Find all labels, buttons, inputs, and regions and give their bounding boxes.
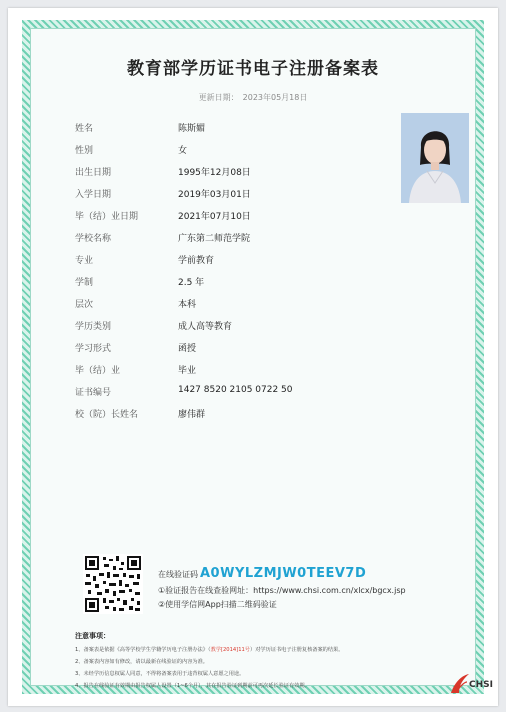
field-value: 2021年07月10日 bbox=[178, 212, 251, 222]
field-row bbox=[75, 209, 405, 223]
update-date-value: 2023年05月18日 bbox=[242, 93, 308, 102]
field-label: 学习形式 bbox=[75, 344, 112, 354]
field-row bbox=[75, 231, 405, 245]
document-title: 教育部学历证书电子注册备案表 bbox=[127, 59, 379, 79]
decorative-border bbox=[22, 20, 493, 694]
field-row bbox=[75, 385, 405, 399]
field-label: 性别 bbox=[75, 146, 94, 156]
field-label: 层次 bbox=[75, 300, 94, 310]
note-text: ）对学历证书电子注册复核备案的结果。 bbox=[250, 647, 344, 653]
field-value: 2019年03月01日 bbox=[178, 190, 251, 200]
field-row bbox=[75, 319, 405, 333]
field-value: 学前教育 bbox=[178, 256, 215, 266]
document-page bbox=[8, 8, 498, 706]
field-label: 姓名 bbox=[75, 124, 94, 134]
field-value: 2.5 年 bbox=[178, 278, 205, 288]
field-value: 本科 bbox=[178, 300, 197, 310]
note-text: 1、备案表是依据《高等学校学生学籍学历电子注册办法》（ bbox=[75, 647, 211, 653]
field-row bbox=[75, 165, 405, 179]
field-row bbox=[75, 143, 405, 157]
field-value: 1995年12月08日 bbox=[178, 168, 251, 178]
field-label: 毕（结）业日期 bbox=[75, 212, 139, 222]
note-item bbox=[75, 646, 343, 653]
field-row bbox=[75, 253, 405, 267]
field-value: 1427 8520 2105 0722 50 bbox=[178, 385, 293, 395]
note-link[interactable]: 教学[2014]11号 bbox=[210, 647, 250, 653]
field-value: 成人高等教育 bbox=[178, 322, 233, 332]
field-value: 廖伟群 bbox=[178, 410, 206, 420]
update-date-label: 更新日期： bbox=[198, 93, 239, 102]
field-label: 学校名称 bbox=[75, 234, 112, 244]
field-label: 学制 bbox=[75, 278, 94, 288]
field-label: 毕（结）业 bbox=[75, 366, 121, 376]
note-text: 2、备案表内容如有修改，请以最新在线验证的内容为准。 bbox=[75, 659, 208, 665]
notes-heading: 注意事项： bbox=[75, 632, 110, 640]
update-date bbox=[31, 92, 475, 103]
note-item bbox=[75, 682, 310, 689]
field-label: 证书编号 bbox=[75, 388, 112, 398]
student-photo bbox=[401, 113, 469, 203]
document-body bbox=[30, 28, 493, 690]
field-label: 专业 bbox=[75, 256, 94, 266]
note-text: 4、报告在线验证有效期由报告权属人设置（1~6个月），其在报告验证到期前可再次延长验证有效期。 bbox=[75, 683, 310, 689]
note-item bbox=[75, 658, 208, 665]
note-item bbox=[75, 670, 244, 677]
field-row bbox=[75, 341, 405, 355]
note-text: 3、未经学历信息权属人同意，不得将备案表用于违背权属人意愿之用途。 bbox=[75, 671, 245, 677]
field-row bbox=[75, 187, 405, 201]
field-value: 广东第二师范学院 bbox=[178, 234, 251, 244]
field-label: 入学日期 bbox=[75, 190, 112, 200]
field-row bbox=[75, 297, 405, 311]
field-label: 校（院）长姓名 bbox=[75, 410, 139, 420]
field-row bbox=[75, 407, 405, 421]
verify-url-instruction: ①验证报告在线查验网址：https://www.chsi.com.cn/xlcx/bgcx.jsp bbox=[158, 586, 406, 595]
field-row bbox=[75, 275, 405, 289]
field-row bbox=[75, 121, 405, 135]
online-verification bbox=[158, 566, 366, 581]
field-value: 陈斯媚 bbox=[178, 124, 206, 134]
field-value: 毕业 bbox=[178, 366, 197, 376]
verification-code: A0WYLZMJW0TEEV7D bbox=[200, 566, 367, 581]
chsi-logo-text: CHSI bbox=[469, 680, 493, 690]
field-label: 学历类别 bbox=[75, 322, 112, 332]
field-value: 女 bbox=[178, 146, 188, 156]
field-row bbox=[75, 363, 405, 377]
qr-code-image bbox=[83, 554, 143, 614]
portrait-illustration bbox=[401, 113, 469, 203]
verification-code-label: 在线验证码 bbox=[158, 570, 198, 579]
verify-app-instruction: ②使用学信网App扫描二维码验证 bbox=[158, 600, 277, 609]
field-value: 函授 bbox=[178, 344, 197, 354]
field-label: 出生日期 bbox=[75, 168, 112, 178]
